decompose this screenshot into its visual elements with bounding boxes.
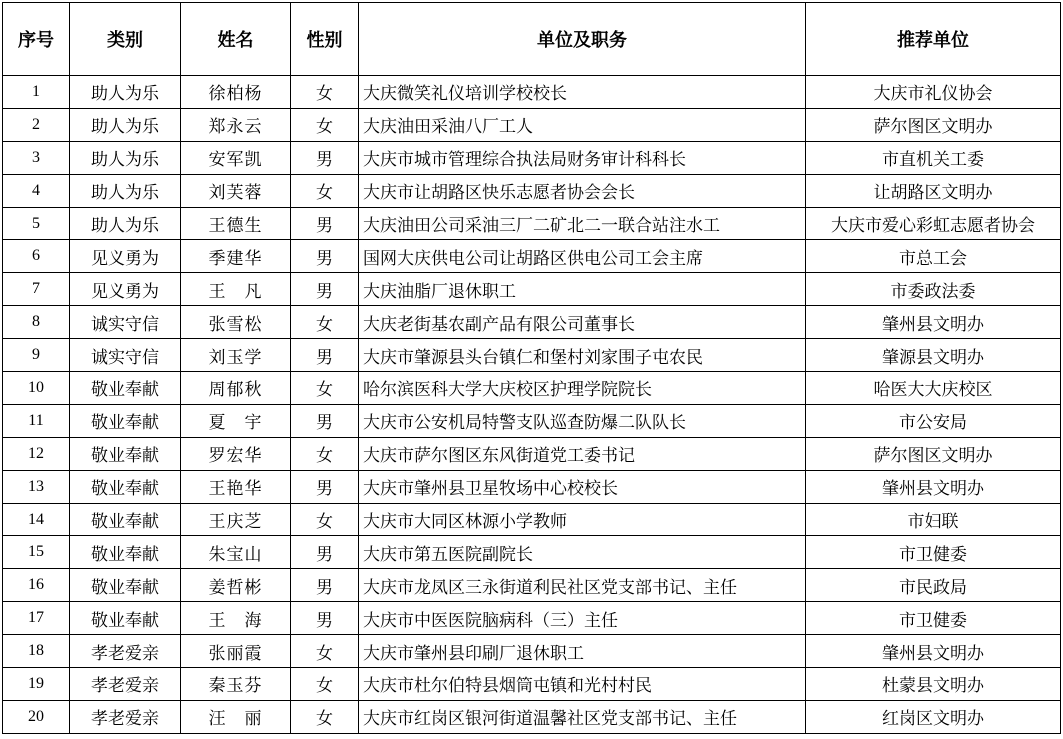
header-gender: 性别 bbox=[291, 3, 359, 76]
cell-no: 6 bbox=[3, 240, 70, 273]
cell-name: 王庆芝 bbox=[181, 503, 291, 536]
cell-no: 20 bbox=[3, 700, 70, 733]
cell-position: 大庆油脂厂退休职工 bbox=[359, 273, 806, 306]
cell-no: 10 bbox=[3, 372, 70, 405]
table-row bbox=[3, 108, 1061, 141]
cell-no: 18 bbox=[3, 635, 70, 668]
cell-gender: 男 bbox=[291, 141, 359, 174]
cell-gender: 女 bbox=[291, 635, 359, 668]
table-row bbox=[3, 503, 1061, 536]
table-row bbox=[3, 372, 1061, 405]
table-row bbox=[3, 174, 1061, 207]
cell-no: 8 bbox=[3, 306, 70, 339]
cell-category: 见义勇为 bbox=[70, 240, 181, 273]
table-row bbox=[3, 404, 1061, 437]
cell-name: 郑永云 bbox=[181, 108, 291, 141]
cell-gender: 女 bbox=[291, 700, 359, 733]
cell-position: 大庆市中医医院脑病科（三）主任 bbox=[359, 602, 806, 635]
cell-recommender: 肇州县文明办 bbox=[806, 635, 1061, 668]
cell-recommender: 市总工会 bbox=[806, 240, 1061, 273]
cell-recommender: 萨尔图区文明办 bbox=[806, 437, 1061, 470]
cell-gender: 男 bbox=[291, 536, 359, 569]
table-row bbox=[3, 569, 1061, 602]
cell-name: 季建华 bbox=[181, 240, 291, 273]
cell-category: 助人为乐 bbox=[70, 141, 181, 174]
cell-recommender: 肇源县文明办 bbox=[806, 339, 1061, 372]
cell-name: 汪 丽 bbox=[181, 700, 291, 733]
cell-name: 张雪松 bbox=[181, 306, 291, 339]
cell-recommender: 大庆市爱心彩虹志愿者协会 bbox=[806, 207, 1061, 240]
cell-recommender: 肇州县文明办 bbox=[806, 306, 1061, 339]
cell-category: 孝老爱亲 bbox=[70, 668, 181, 701]
header-no: 序号 bbox=[3, 3, 70, 76]
cell-position: 大庆市肇州县卫星牧场中心校校长 bbox=[359, 470, 806, 503]
cell-position: 大庆油田公司采油三厂二矿北二一联合站注水工 bbox=[359, 207, 806, 240]
cell-name: 王 海 bbox=[181, 602, 291, 635]
cell-category: 助人为乐 bbox=[70, 207, 181, 240]
cell-category: 敬业奉献 bbox=[70, 404, 181, 437]
cell-name: 王德生 bbox=[181, 207, 291, 240]
cell-position: 国网大庆供电公司让胡路区供电公司工会主席 bbox=[359, 240, 806, 273]
cell-category: 助人为乐 bbox=[70, 108, 181, 141]
cell-position: 大庆市让胡路区快乐志愿者协会会长 bbox=[359, 174, 806, 207]
table-row bbox=[3, 240, 1061, 273]
cell-position: 大庆市红岗区银河街道温馨社区党支部书记、主任 bbox=[359, 700, 806, 733]
cell-recommender: 肇州县文明办 bbox=[806, 470, 1061, 503]
cell-position: 大庆市杜尔伯特县烟筒屯镇和光村村民 bbox=[359, 668, 806, 701]
header-category: 类别 bbox=[70, 3, 181, 76]
cell-name: 姜哲彬 bbox=[181, 569, 291, 602]
cell-gender: 女 bbox=[291, 174, 359, 207]
cell-recommender: 哈医大大庆校区 bbox=[806, 372, 1061, 405]
cell-no: 19 bbox=[3, 668, 70, 701]
table-row bbox=[3, 700, 1061, 733]
cell-category: 孝老爱亲 bbox=[70, 700, 181, 733]
cell-no: 13 bbox=[3, 470, 70, 503]
cell-name: 刘玉学 bbox=[181, 339, 291, 372]
cell-no: 2 bbox=[3, 108, 70, 141]
table-body bbox=[3, 76, 1061, 734]
cell-no: 7 bbox=[3, 273, 70, 306]
table-row bbox=[3, 76, 1061, 109]
table-row bbox=[3, 437, 1061, 470]
cell-no: 17 bbox=[3, 602, 70, 635]
cell-category: 助人为乐 bbox=[70, 174, 181, 207]
table-row bbox=[3, 141, 1061, 174]
cell-category: 诚实守信 bbox=[70, 339, 181, 372]
cell-category: 敬业奉献 bbox=[70, 503, 181, 536]
table-row bbox=[3, 536, 1061, 569]
table-row bbox=[3, 207, 1061, 240]
table-row bbox=[3, 635, 1061, 668]
cell-no: 16 bbox=[3, 569, 70, 602]
cell-position: 大庆市龙凤区三永街道利民社区党支部书记、主任 bbox=[359, 569, 806, 602]
cell-recommender: 市卫健委 bbox=[806, 602, 1061, 635]
cell-name: 王 凡 bbox=[181, 273, 291, 306]
cell-name: 王艳华 bbox=[181, 470, 291, 503]
table-row bbox=[3, 470, 1061, 503]
cell-position: 大庆市第五医院副院长 bbox=[359, 536, 806, 569]
cell-no: 15 bbox=[3, 536, 70, 569]
cell-no: 11 bbox=[3, 404, 70, 437]
cell-no: 5 bbox=[3, 207, 70, 240]
cell-recommender: 杜蒙县文明办 bbox=[806, 668, 1061, 701]
cell-gender: 男 bbox=[291, 273, 359, 306]
cell-gender: 女 bbox=[291, 372, 359, 405]
cell-gender: 男 bbox=[291, 470, 359, 503]
cell-position: 大庆微笑礼仪培训学校校长 bbox=[359, 76, 806, 109]
cell-recommender: 市卫健委 bbox=[806, 536, 1061, 569]
cell-gender: 女 bbox=[291, 437, 359, 470]
cell-name: 刘芙蓉 bbox=[181, 174, 291, 207]
cell-recommender: 让胡路区文明办 bbox=[806, 174, 1061, 207]
cell-position: 大庆市萨尔图区东风街道党工委书记 bbox=[359, 437, 806, 470]
cell-category: 诚实守信 bbox=[70, 306, 181, 339]
header-position: 单位及职务 bbox=[359, 3, 806, 76]
cell-gender: 男 bbox=[291, 240, 359, 273]
cell-position: 大庆市肇州县印刷厂退休职工 bbox=[359, 635, 806, 668]
cell-recommender: 市公安局 bbox=[806, 404, 1061, 437]
cell-gender: 女 bbox=[291, 306, 359, 339]
cell-name: 徐柏杨 bbox=[181, 76, 291, 109]
cell-category: 孝老爱亲 bbox=[70, 635, 181, 668]
cell-position: 大庆老街基农副产品有限公司董事长 bbox=[359, 306, 806, 339]
cell-position: 大庆油田采油八厂工人 bbox=[359, 108, 806, 141]
cell-name: 张丽霞 bbox=[181, 635, 291, 668]
header-recommender: 推荐单位 bbox=[806, 3, 1061, 76]
cell-gender: 男 bbox=[291, 207, 359, 240]
table-row bbox=[3, 306, 1061, 339]
cell-category: 助人为乐 bbox=[70, 76, 181, 109]
header-name: 姓名 bbox=[181, 3, 291, 76]
cell-gender: 女 bbox=[291, 76, 359, 109]
cell-gender: 男 bbox=[291, 602, 359, 635]
cell-recommender: 市民政局 bbox=[806, 569, 1061, 602]
cell-name: 秦玉芬 bbox=[181, 668, 291, 701]
cell-name: 朱宝山 bbox=[181, 536, 291, 569]
cell-recommender: 萨尔图区文明办 bbox=[806, 108, 1061, 141]
table-row bbox=[3, 273, 1061, 306]
cell-name: 罗宏华 bbox=[181, 437, 291, 470]
document-page bbox=[0, 2, 1063, 739]
cell-position: 大庆市城市管理综合执法局财务审计科科长 bbox=[359, 141, 806, 174]
cell-no: 14 bbox=[3, 503, 70, 536]
nominee-table bbox=[2, 2, 1061, 734]
cell-no: 12 bbox=[3, 437, 70, 470]
cell-name: 安军凯 bbox=[181, 141, 291, 174]
cell-gender: 女 bbox=[291, 108, 359, 141]
cell-gender: 男 bbox=[291, 404, 359, 437]
cell-no: 1 bbox=[3, 76, 70, 109]
cell-recommender: 市委政法委 bbox=[806, 273, 1061, 306]
table-header-row bbox=[3, 3, 1061, 76]
cell-gender: 男 bbox=[291, 569, 359, 602]
cell-recommender: 市妇联 bbox=[806, 503, 1061, 536]
cell-category: 敬业奉献 bbox=[70, 470, 181, 503]
cell-category: 见义勇为 bbox=[70, 273, 181, 306]
cell-category: 敬业奉献 bbox=[70, 372, 181, 405]
cell-category: 敬业奉献 bbox=[70, 569, 181, 602]
table-row bbox=[3, 602, 1061, 635]
cell-position: 大庆市大同区林源小学教师 bbox=[359, 503, 806, 536]
cell-no: 4 bbox=[3, 174, 70, 207]
cell-position: 大庆市公安机局特警支队巡查防爆二队队长 bbox=[359, 404, 806, 437]
cell-gender: 女 bbox=[291, 668, 359, 701]
cell-category: 敬业奉献 bbox=[70, 437, 181, 470]
cell-category: 敬业奉献 bbox=[70, 602, 181, 635]
table-row bbox=[3, 668, 1061, 701]
cell-recommender: 大庆市礼仪协会 bbox=[806, 76, 1061, 109]
table-row bbox=[3, 339, 1061, 372]
cell-gender: 男 bbox=[291, 339, 359, 372]
cell-category: 敬业奉献 bbox=[70, 536, 181, 569]
cell-no: 3 bbox=[3, 141, 70, 174]
cell-gender: 女 bbox=[291, 503, 359, 536]
cell-name: 周郁秋 bbox=[181, 372, 291, 405]
cell-position: 大庆市肇源县头台镇仁和堡村刘家围子屯农民 bbox=[359, 339, 806, 372]
cell-no: 9 bbox=[3, 339, 70, 372]
cell-position: 哈尔滨医科大学大庆校区护理学院院长 bbox=[359, 372, 806, 405]
cell-recommender: 市直机关工委 bbox=[806, 141, 1061, 174]
cell-name: 夏 宇 bbox=[181, 404, 291, 437]
cell-recommender: 红岗区文明办 bbox=[806, 700, 1061, 733]
